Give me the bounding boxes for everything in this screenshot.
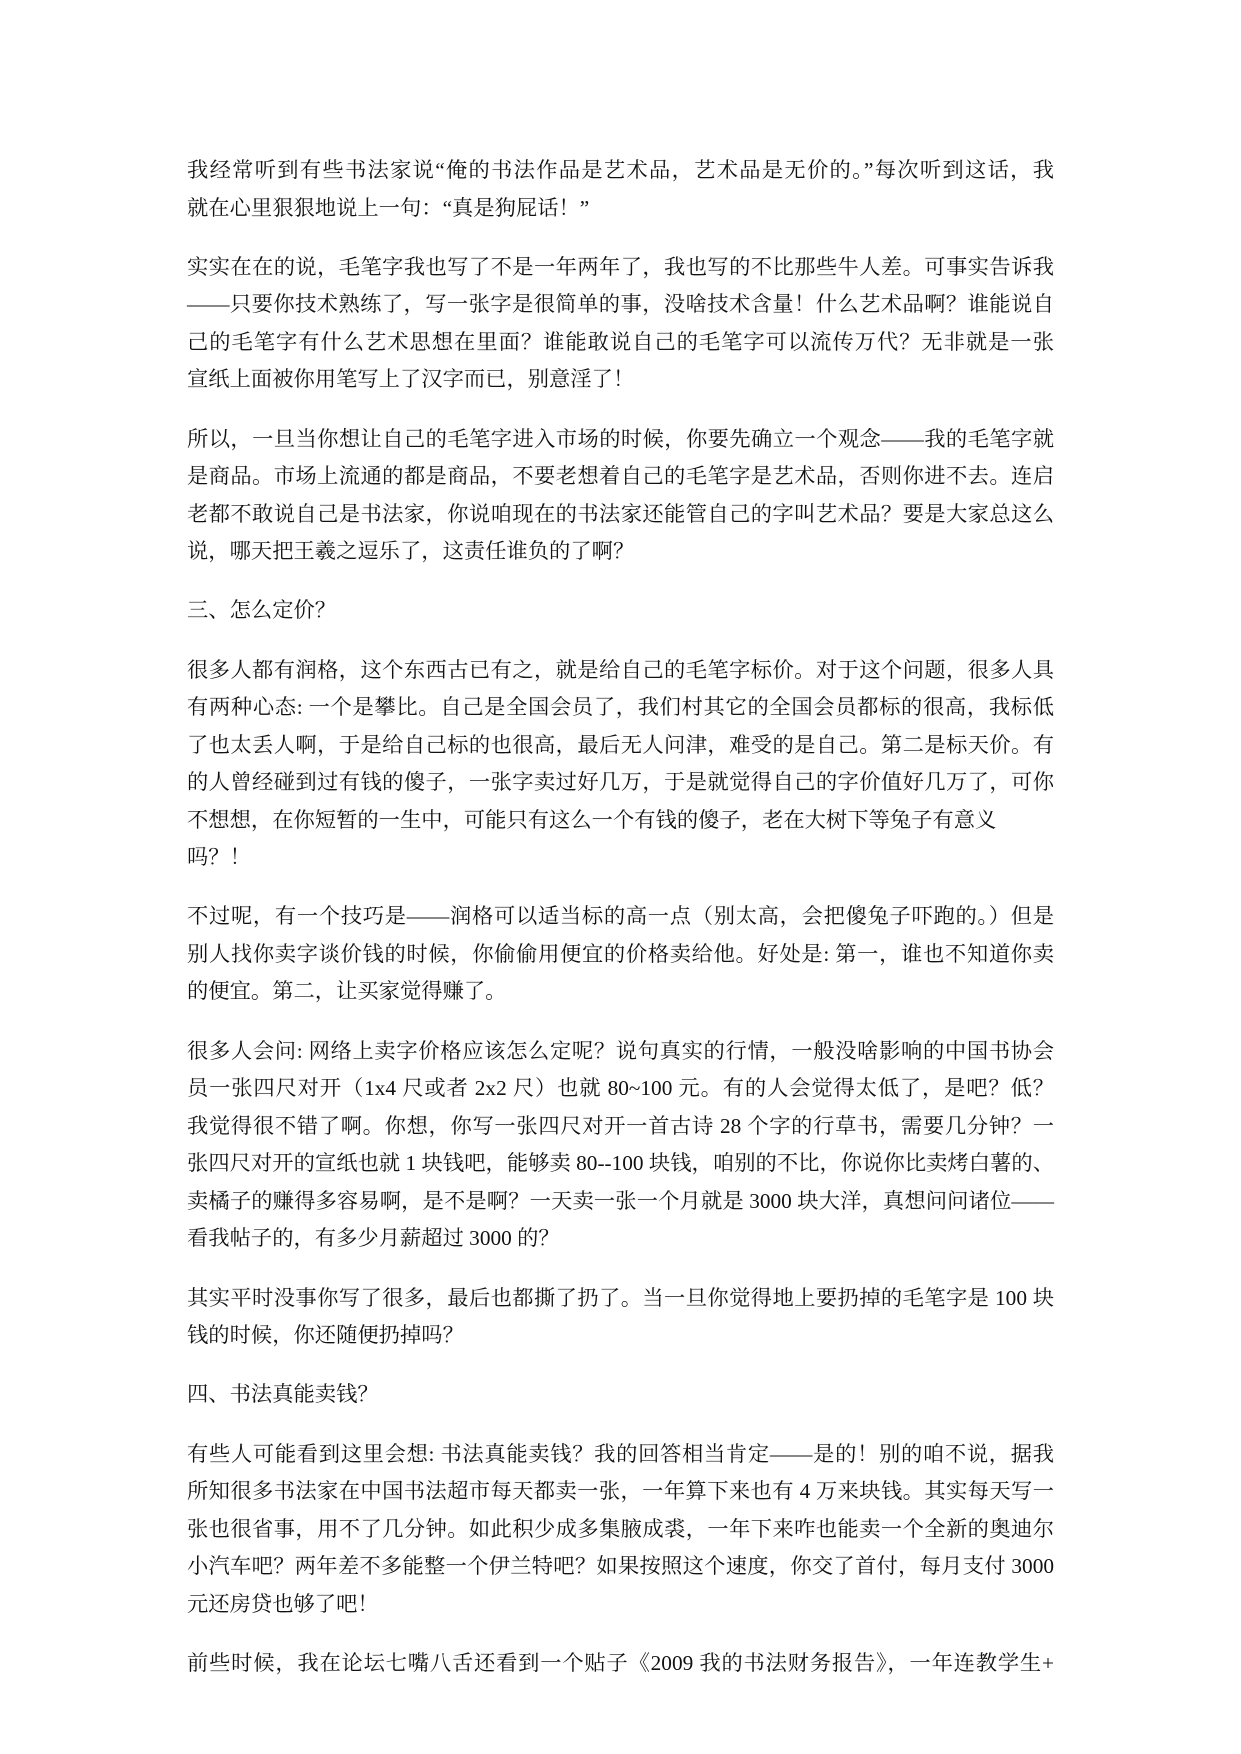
- text-line: 所知很多书法家在中国书法超市每天都卖一张，一年算下来也有 4 万来块钱。其实每天写一: [187, 1479, 1054, 1504]
- text-line: 有两种心态: 一个是攀比。自己是全国会员了，我们村其它的全国会员都标的很高，我标低: [187, 695, 1054, 720]
- text-line: 有些人可能看到这里会想: 书法真能卖钱？我的回答相当肯定——是的！别的咱不说，据我: [187, 1441, 1054, 1466]
- text-line: 元还房贷也够了吧！: [187, 1591, 379, 1616]
- text-line: 很多人会问: 网络上卖字价格应该怎么定呢？说句真实的行情，一般没啥影响的中国书协会: [187, 1038, 1054, 1063]
- text-line: 卖橘子的赚得多容易啊，是不是啊？一天卖一张一个月就是 3000 块大洋，真想问问诸位——: [187, 1188, 1054, 1213]
- text-line: 张四尺对开的宣纸也就 1 块钱吧，能够卖 80--100 块钱，咱别的不比，你说你比卖烤白薯的、: [187, 1151, 1054, 1176]
- text-line: 所以，一旦当你想让自己的毛笔字进入市场的时候，你要先确立一个观念——我的毛笔字就: [187, 426, 1054, 451]
- paragraph: [187, 421, 1054, 571]
- text-line: 就在心里狠狠地说上一句：“真是狗屁话！”: [187, 195, 590, 220]
- text-line: 看我帖子的，有多少月薪超过 3000 的？: [187, 1226, 560, 1251]
- paragraph: [187, 152, 1054, 227]
- section-heading-text: 四、书法真能卖钱？: [187, 1382, 379, 1407]
- text-line: 别人找你卖字谈价钱的时候，你偷偷用便宜的价格卖给他。好处是: 第一，谁也不知道你卖: [187, 941, 1054, 966]
- text-line: 我觉得很不错了啊。你想，你写一张四尺对开一首古诗 28 个字的行草书，需要几分钟？一: [187, 1113, 1054, 1138]
- text-line: 不想想，在你短暂的一生中，可能只有这么一个有钱的傻子，老在大树下等兔子有意义: [187, 807, 997, 832]
- text-line: 员一张四尺对开（1x4 尺或者 2x2 尺）也就 80~100 元。有的人会觉得太低了，是吧？低？: [187, 1076, 1054, 1101]
- text-line: 张也很省事，用不了几分钟。如此积少成多集腋成裘，一年下来咋也能卖一个全新的奥迪尔: [187, 1516, 1054, 1541]
- text-line: 不过呢，有一个技巧是——润格可以适当标的高一点（别太高，会把傻兔子吓跑的。）但是: [187, 904, 1054, 929]
- text-line: ——只要你技术熟练了，写一张字是很简单的事，没啥技术含量！什么艺术品啊？谁能说自: [187, 292, 1054, 317]
- text-line: 宣纸上面被你用笔写上了汉字而已，别意淫了！: [187, 367, 635, 392]
- text-line: 小汽车吧？两年差不多能整一个伊兰特吧？如果按照这个速度，你交了首付，每月支付 3000: [187, 1554, 1054, 1579]
- text-line: 前些时候，我在论坛七嘴八舌还看到一个贴子《2009 我的书法财务报告》，一年连教学生+: [187, 1650, 1054, 1675]
- document-body: [187, 152, 1054, 1682]
- text-line: 实实在在的说，毛笔字我也写了不是一年两年了，我也写的不比那些牛人差。可事实告诉我: [187, 254, 1054, 279]
- paragraph: [187, 1280, 1054, 1355]
- text-line: 说，哪天把王羲之逗乐了，这责任谁负的了啊？: [187, 539, 635, 564]
- text-line: 老都不敢说自己是书法家，你说咱现在的书法家还能管自己的字叫艺术品？要是大家总这么: [187, 501, 1054, 526]
- paragraph: [187, 249, 1054, 399]
- text-line: 吗？！: [187, 845, 251, 870]
- text-line: 其实平时没事你写了很多，最后也都撕了扔了。当一旦你觉得地上要扔掉的毛笔字是 100 块: [187, 1285, 1054, 1310]
- text-line: 了也太丢人啊，于是给自己标的也很高，最后无人问津，难受的是自己。第二是标天价。有: [187, 732, 1054, 757]
- section-heading: [187, 592, 1054, 630]
- text-line: 的便宜。第二，让买家觉得赚了。: [187, 979, 507, 1004]
- section-heading: [187, 1376, 1054, 1414]
- text-line: 很多人都有润格，这个东西古已有之，就是给自己的毛笔字标价。对于这个问题，很多人具: [187, 657, 1054, 682]
- paragraph: [187, 1033, 1054, 1258]
- paragraph: [187, 1645, 1054, 1683]
- paragraph: [187, 652, 1054, 877]
- section-heading-text: 三、怎么定价？: [187, 598, 337, 623]
- paragraph: [187, 1436, 1054, 1624]
- text-line: 我经常听到有些书法家说“俺的书法作品是艺术品，艺术品是无价的。”每次听到这话，我: [187, 158, 1054, 182]
- text-line: 钱的时候，你还随便扔掉吗？: [187, 1323, 464, 1348]
- text-line: 己的毛笔字有什么艺术思想在里面？谁能敢说自己的毛笔字可以流传万代？无非就是一张: [187, 329, 1054, 354]
- paragraph: [187, 898, 1054, 1011]
- text-line: 的人曾经碰到过有钱的傻子，一张字卖过好几万，于是就觉得自己的字价值好几万了，可你: [187, 770, 1054, 795]
- text-line: 是商品。市场上流通的都是商品，不要老想着自己的毛笔字是艺术品，否则你进不去。连启: [187, 464, 1054, 489]
